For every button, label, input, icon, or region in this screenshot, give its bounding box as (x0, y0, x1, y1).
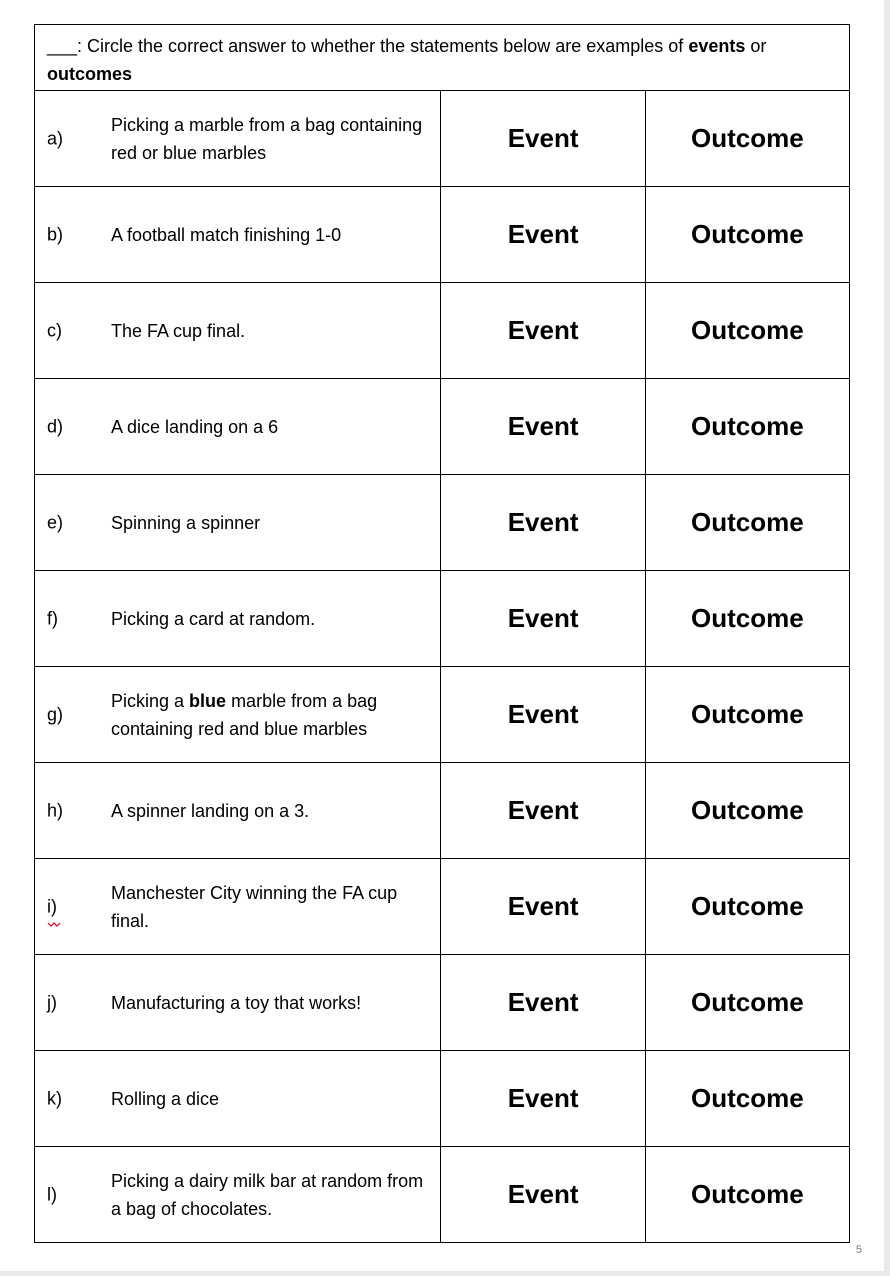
statement-text (111, 111, 430, 167)
row-letter: e) (47, 512, 64, 532)
statement-cell (35, 379, 441, 475)
outcome-option[interactable]: Outcome (645, 667, 849, 763)
page-edge-right (884, 0, 890, 1276)
event-option[interactable]: Event (441, 187, 645, 283)
statement-pre: Picking a card at random. (111, 608, 316, 629)
spellcheck-wave (48, 923, 60, 926)
statement-text (111, 221, 430, 249)
outcome-option[interactable]: Outcome (645, 475, 849, 571)
statement-text (111, 413, 430, 441)
event-option[interactable]: Event (441, 379, 645, 475)
outcome-option[interactable]: Outcome (645, 91, 849, 187)
statement-pre: Manchester City winning the FA cup final. (111, 882, 398, 931)
page-number: 5 (855, 1244, 862, 1256)
statement-bold: blue (189, 690, 227, 711)
statement-cell (35, 1051, 441, 1147)
table-row (35, 283, 850, 379)
statement-post: marble from a bag containing red and blue marbles (111, 690, 378, 739)
statement-pre: Picking a marble from a bag containing red or blue marbles (111, 114, 423, 163)
table-row (35, 475, 850, 571)
statement-cell (35, 91, 441, 187)
outcome-option[interactable]: Outcome (645, 763, 849, 859)
outcome-option[interactable]: Outcome (645, 187, 849, 283)
row-letter: k) (47, 1088, 62, 1108)
statement-text (111, 509, 430, 537)
instructions-header (34, 24, 850, 90)
statement-text (111, 687, 430, 743)
event-option[interactable]: Event (441, 1147, 645, 1243)
event-option[interactable]: Event (441, 283, 645, 379)
outcome-option[interactable]: Outcome (645, 859, 849, 955)
outcome-option[interactable]: Outcome (645, 1051, 849, 1147)
row-letter: l) (47, 1184, 57, 1204)
event-option[interactable]: Event (441, 955, 645, 1051)
table-row (35, 763, 850, 859)
outcome-option[interactable]: Outcome (645, 571, 849, 667)
statement-text (111, 797, 430, 825)
statement-text (111, 1167, 430, 1223)
instructions-text: ___: Circle the correct answer to whether the statements below are examples of (47, 36, 689, 56)
table-row (35, 571, 850, 667)
outcome-option[interactable]: Outcome (645, 1147, 849, 1243)
statement-cell (35, 763, 441, 859)
event-option[interactable]: Event (441, 1051, 645, 1147)
statement-cell (35, 283, 441, 379)
outcome-option[interactable]: Outcome (645, 955, 849, 1051)
statement-cell (35, 667, 441, 763)
row-letter: d) (47, 416, 64, 436)
statement-cell (35, 475, 441, 571)
instructions-bold-events: events (688, 36, 746, 56)
table-row (35, 955, 850, 1051)
worksheet-table (34, 90, 850, 1243)
spellcheck-underline (47, 922, 61, 928)
instructions-bold-outcomes: outcomes (47, 64, 133, 84)
table-row (35, 379, 850, 475)
row-letter: j) (47, 992, 57, 1012)
statement-pre: A spinner landing on a 3. (111, 800, 310, 821)
row-letter: g) (47, 704, 64, 724)
event-option[interactable]: Event (441, 763, 645, 859)
row-letter: c) (47, 320, 62, 340)
statement-text (111, 879, 430, 935)
statement-cell (35, 859, 441, 955)
table-row (35, 667, 850, 763)
statement-text (111, 1085, 430, 1113)
statement-pre: A dice landing on a 6 (111, 416, 279, 437)
statement-pre: Rolling a dice (111, 1088, 220, 1109)
statement-text (111, 989, 430, 1017)
table-row (35, 91, 850, 187)
table-row (35, 1051, 850, 1147)
event-option[interactable]: Event (441, 91, 645, 187)
row-letter: h) (47, 800, 64, 820)
statement-cell (35, 955, 441, 1051)
statement-pre: The FA cup final. (111, 320, 246, 341)
outcome-option[interactable]: Outcome (645, 283, 849, 379)
event-option[interactable]: Event (441, 667, 645, 763)
statement-cell (35, 1147, 441, 1243)
statement-cell (35, 187, 441, 283)
statement-pre: Manufacturing a toy that works! (111, 992, 362, 1013)
event-option[interactable]: Event (441, 475, 645, 571)
table-row (35, 859, 850, 955)
row-letter: i) (47, 896, 57, 916)
page-edge-bottom (0, 1271, 890, 1276)
table-row (35, 1147, 850, 1243)
row-letter: b) (47, 224, 64, 244)
statement-cell (35, 571, 441, 667)
instructions-or: or (745, 36, 767, 56)
statement-text (111, 605, 430, 633)
statement-pre: Spinning a spinner (111, 512, 261, 533)
row-letter: f) (47, 608, 58, 628)
statement-pre: Picking a (111, 690, 190, 711)
event-option[interactable]: Event (441, 859, 645, 955)
outcome-option[interactable]: Outcome (645, 379, 849, 475)
table-row (35, 187, 850, 283)
statement-pre: Picking a dairy milk bar at random from a bag of chocolates. (111, 1170, 424, 1219)
row-letter: a) (47, 128, 64, 148)
statement-pre: A football match finishing 1-0 (111, 224, 342, 245)
event-option[interactable]: Event (441, 571, 645, 667)
statement-text (111, 317, 430, 345)
